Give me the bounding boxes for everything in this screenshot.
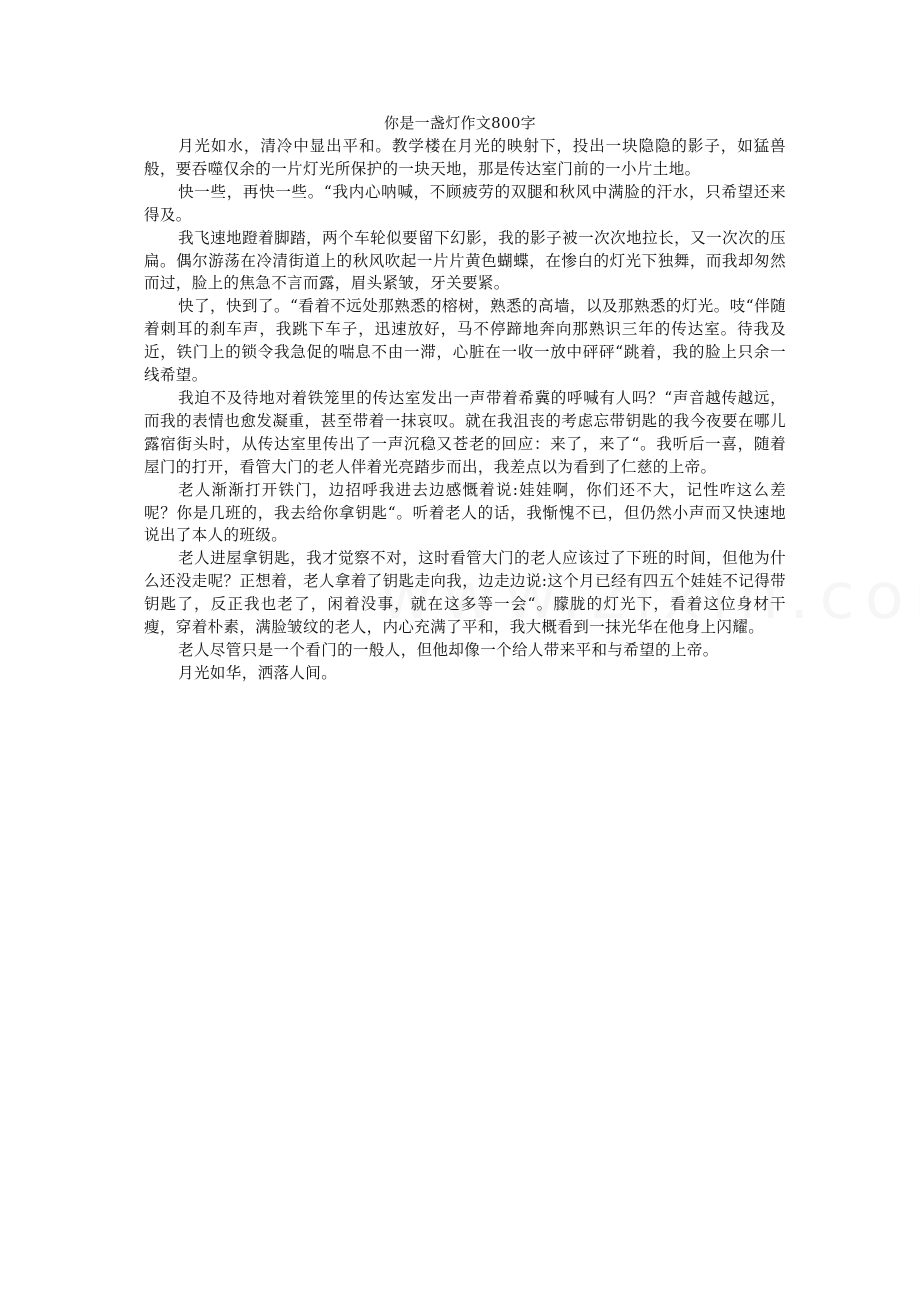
paragraph-3: 我飞速地蹬着脚踏，两个车轮似要留下幻影，我的影子被一次次地拉长，又一次次的压扁。偶尔游荡在冷清街道上的秋风吹起一片片黄色蝴蝶，在惨白的灯光下独舞，而我却匆然而过，脸上的焦急不言而露，眉头紧皱，牙关要紧。	[144, 228, 786, 293]
paragraph-1: 月光如水，清冷中显出平和。教学楼在月光的映射下，投出一块隐隐的影子，如猛兽般，要吞噬仅余的一片灯光所保护的一块天地，那是传达室门前的一小片土地。	[144, 137, 786, 178]
paragraph-8: 老人尽管只是一个看门的一般人，但他却像一个给人带来平和与希望的上帝。	[178, 640, 719, 659]
paragraph-5: 我迫不及待地对着铁笼里的传达室发出一声带着希冀的呼喊有人吗？“声音越传越远，而我的表情也愈发凝重，甚至带着一抹哀叹。就在我沮丧的考虑忘带钥匙的我今夜要在哪儿露宿街头时，从传达室里传出了一声沉稳又苍老的回应：来了，来了“。我听后一喜，随着屋门的打开，看管大门的老人伴着光亮踏步而出，我差点以为看到了仁慈的上帝。	[144, 388, 786, 476]
paragraph-7: 老人进屋拿钥匙，我才觉察不对，这时看管大门的老人应该过了下班的时间，但他为什么还没走呢？正想着，老人拿着了钥匙走向我，边走边说:这个月已经有四五个娃娃不记得带钥匙了，反正我也老了，闲着没事，就在这多等一会“。朦胧的灯光下，看着这位身材干瘦，穿着朴素，满脸皱纹的老人，内心充满了平和，我大概看到一抹光华在他身上闪耀。	[144, 549, 786, 637]
paragraph-9: 月光如华，洒落人间。	[178, 663, 338, 682]
paragraph-6: 老人渐渐打开铁门，边招呼我进去边感慨着说:娃娃啊，你们还不大，记性咋这么差呢？你是几班的，我去给你拿钥匙“。听着老人的话，我惭愧不已，但仍然小声而又快速地说出了本人的班级。	[144, 480, 786, 545]
document-title: 你是一盏灯作文800字	[384, 114, 536, 132]
paragraph-2: 快一些，再快一些。“我内心呐喊，不顾疲劳的双腿和秋风中满脸的汗水，只希望还来得及。	[144, 182, 786, 224]
paragraph-4: 快了，快到了。“看着不远处那熟悉的榕树，熟悉的高墙，以及那熟悉的灯光。吱“伴随着刺耳的刹车声，我跳下车子，迅速放好，马不停蹄地奔向那熟识三年的传达室。待我及近，铁门上的锁令我急促的喘息不由一滞，心脏在一收一放中砰砰“跳着，我的脸上只余一线希望。	[144, 297, 786, 385]
document-body	[144, 135, 786, 685]
